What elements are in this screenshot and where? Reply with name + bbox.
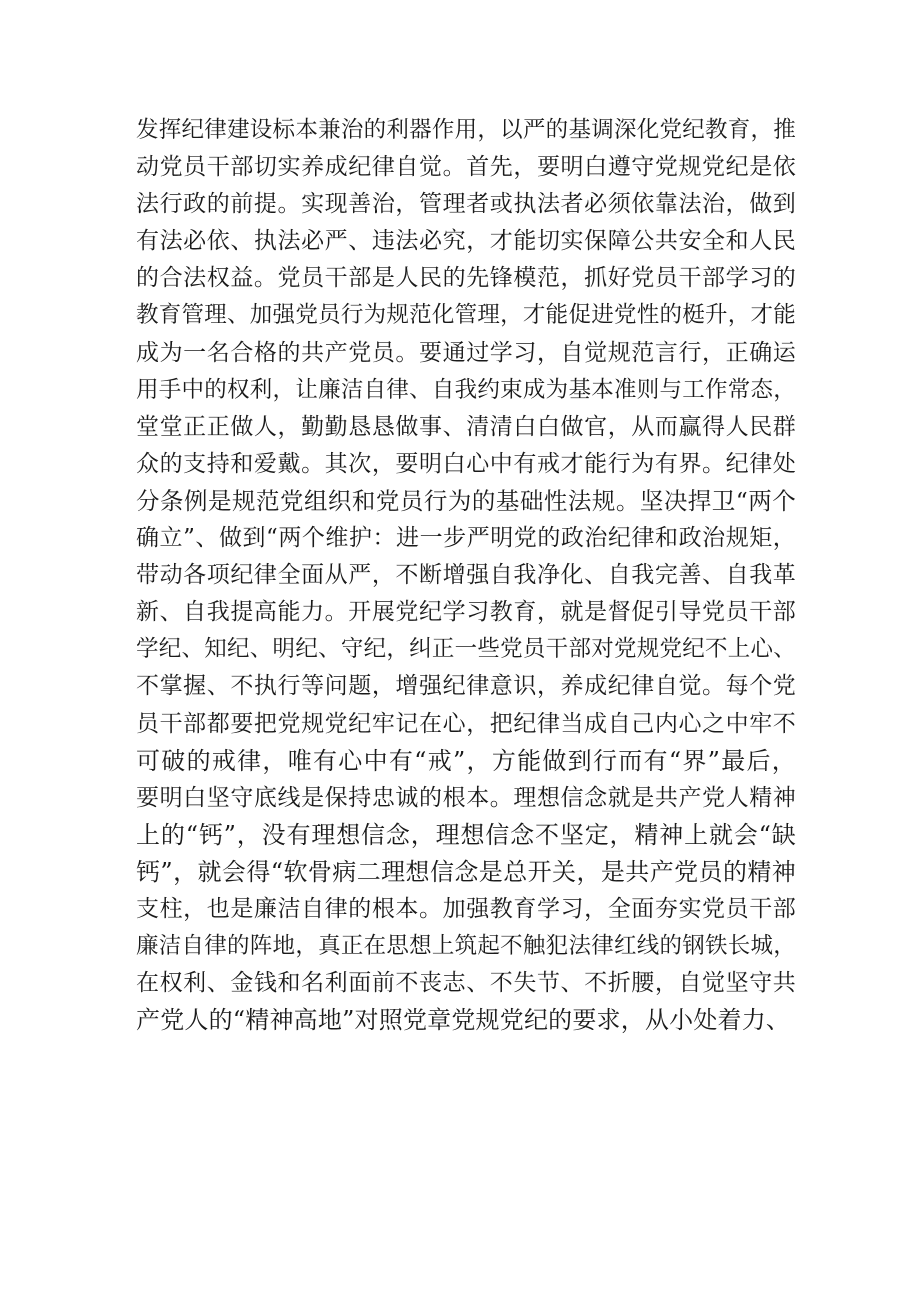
body-paragraph <box>136 112 796 1039</box>
text-line: 支柱，也是廉洁自律的根本。加强教育学习，全面夯实党员干部 <box>136 895 796 922</box>
text-line: 分条例是规范党组织和党员行为的基础性法规。坚决捍卫“两个 <box>136 486 796 515</box>
text-line: 众的支持和爱戴。其次，要明白心中有戒才能行为有界。纪律处 <box>136 450 796 477</box>
text-line: 教育管理、加强党员行为规范化管理，才能促进党性的梃升，才能 <box>136 302 796 329</box>
text-line: 产党人的“精神高地”对照党章党规党纪的要求，从小处着力、 <box>136 1006 791 1035</box>
text-line: 堂堂正正做人，勤勤恳恳做事、清清白白做官，从而赢得人民群 <box>136 413 796 440</box>
text-line: 动党员干部切实养成纪律自觉。首先，要明白遵守党规党纪是依 <box>136 154 796 181</box>
text-line: 的合法权益。党员干部是人民的先锋模范，抓好党员干部学习的 <box>136 265 796 292</box>
text-line: 法行政的前提。实现善治，管理者或执法者必须依靠法治，做到 <box>136 191 796 218</box>
text-line: 钙”，就会得“软骨病二理想信念是总开关，是共产党员的精神 <box>136 857 796 886</box>
text-line: 员干部都要把党规党纪牢记在心，把纪律当成自己内心之中牢不 <box>136 710 796 737</box>
text-line: 带动各项纪律全面从严，不断增强自我净化、自我完善、自我革 <box>136 562 796 589</box>
text-line: 有法必依、执法必严、违法必究，才能切实保障公共安全和人民 <box>136 228 796 255</box>
text-line: 新、自我提高能力。开展党纪学习教育，就是督促引导党员干部 <box>136 599 796 626</box>
text-line: 上的“钙”，没有理想信念，理想信念不坚定，精神上就会“缺 <box>136 820 796 849</box>
text-line: 要明白坚守底线是保持忠诚的根本。理想信念就是共产党人精神 <box>136 784 796 811</box>
text-line: 用手中的权利，让廉洁自律、自我约束成为基本准则与工作常态， <box>136 376 796 403</box>
text-line: 确立”、做到“两个维护：进一步严明党的政治纪律和政治规矩， <box>136 525 796 552</box>
text-line: 成为一名合格的共产党员。要通过学习，自觉规范言行，正确运 <box>136 339 796 366</box>
text-line: 廉洁自律的阵地，真正在思想上筑起不触犯法律红线的钢铁长城， <box>136 933 796 960</box>
text-line: 发挥纪律建设标本兼治的利器作用，以严的基调深化党纪教育，推 <box>136 117 796 143</box>
text-line: 不掌握、不执行等问题，增强纪律意识，养成纪律自觉。每个党 <box>136 673 796 700</box>
text-line: 可破的戒律，唯有心中有“戒”，方能做到行而有“界”最后， <box>136 746 796 775</box>
text-line: 学纪、知纪、明纪、守纪，纠正一些党员干部对党规党纪不上心、 <box>136 636 796 663</box>
text-line: 在权利、金钱和名利面前不丧志、不失节、不折腰，自觉坚守共 <box>136 970 796 997</box>
